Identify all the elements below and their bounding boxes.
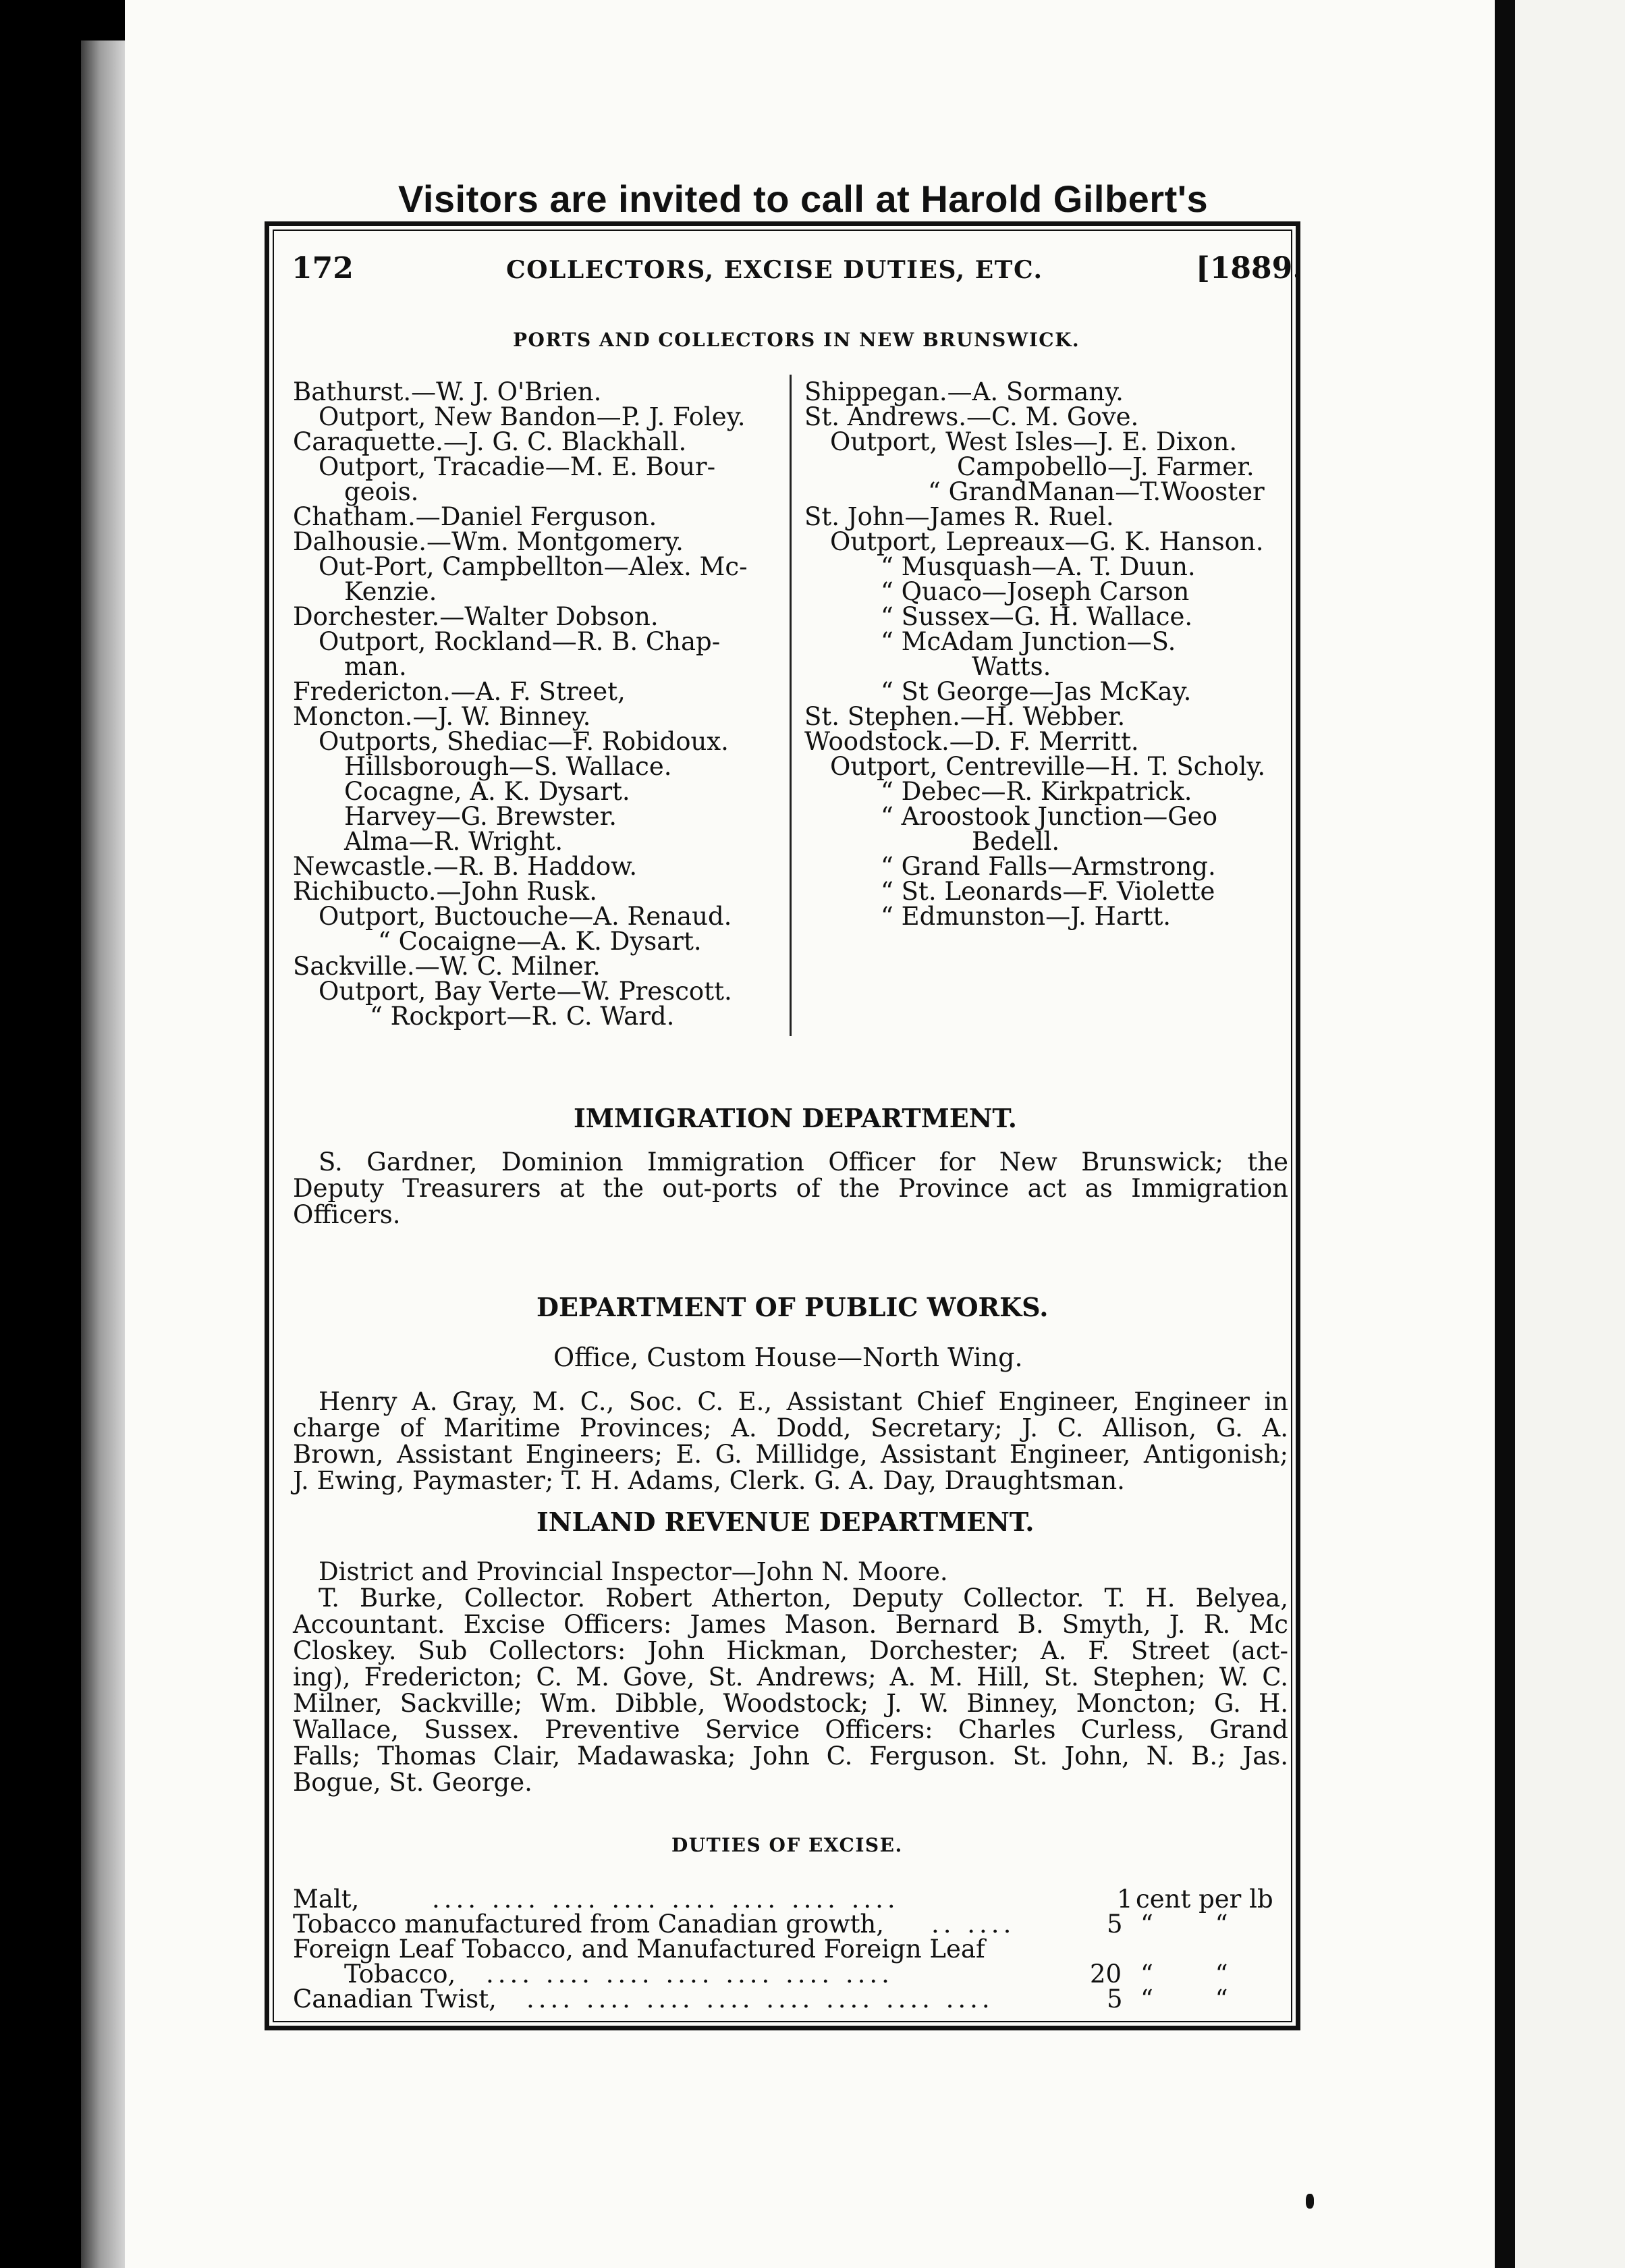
paragraph-line: Closkey. Sub Collectors: John Hickman, Dorchester; A. F. Street (act- [293, 1636, 1288, 1665]
duties-heading: DUTIES OF EXCISE. [671, 1834, 903, 1856]
list-item: “ Edmunston—J. Hartt. [881, 902, 1172, 931]
paragraph-line: charge of Maritime Provinces; A. Dodd, Secretary; J. C. Allison, G. A. [293, 1413, 1288, 1442]
duty-item: Malt, [293, 1885, 360, 1914]
list-item: Outport, Centreville—H. T. Scholy. [830, 752, 1266, 781]
paragraph-line: Brown, Assistant Engineers; E. G. Millidge, Assistant Engineer, Antigonish; [293, 1440, 1288, 1469]
paragraph-line: Wallace, Sussex. Preventive Service Officers: Charles Curless, Grand [293, 1715, 1288, 1744]
list-item: Campobello—J. Farmer. [957, 452, 1255, 481]
scan-gutter [1495, 0, 1515, 2268]
list-item: St. Stephen.—H. Webber. [804, 702, 1126, 731]
duty-leader: .. .... [931, 1910, 1016, 1939]
list-item: Caraquette.—J. G. C. Blackhall. [293, 427, 687, 456]
list-item: Bedell. [972, 827, 1060, 856]
list-item: Outport, West Isles—J. E. Dixon. [830, 427, 1238, 456]
list-item: St. Andrews.—C. M. Gove. [804, 402, 1139, 431]
list-item: “ Rockport—R. C. Ward. [370, 1002, 675, 1031]
paragraph-line: Accountant. Excise Officers: James Mason. Bernard B. Smyth, J. R. Mc [293, 1610, 1288, 1639]
paragraph-line: Henry A. Gray, M. C., Soc. C. E., Assistant Chief Engineer, Engineer in [319, 1387, 1288, 1416]
duty-item: Canadian Twist, [293, 1985, 497, 2014]
list-item: Out-Port, Campbellton—Alex. Mc- [319, 552, 748, 581]
list-item: Outport, Bay Verte—W. Prescott. [319, 977, 732, 1006]
duty-unit: “ “ [1140, 1985, 1228, 2014]
public-works-heading: DEPARTMENT OF PUBLIC WORKS. [536, 1292, 1049, 1322]
inland-revenue-inspector: District and Provincial Inspector—John N. Moore. [319, 1557, 948, 1586]
immigration-paragraph [293, 1149, 1288, 1228]
list-item: “ Debec—R. Kirkpatrick. [881, 777, 1192, 806]
paragraph-line: T. Burke, Collector. Robert Atherton, Deputy Collector. T. H. Belyea, [319, 1584, 1288, 1613]
list-item: Watts. [972, 652, 1051, 681]
list-item: geois. [344, 477, 419, 506]
list-item: “ St. Leonards—F. Violette [881, 877, 1215, 906]
list-item: Outport, Buctouche—A. Renaud. [319, 902, 732, 931]
list-item: Outport, New Bandon—P. J. Foley. [319, 402, 746, 431]
paragraph-line: ing), Fredericton; C. M. Gove, St. Andrews; A. M. Hill, St. Stephen; W. C. [293, 1663, 1288, 1692]
duty-amount: 5 [1107, 1985, 1123, 2014]
list-item: “ Quaco—Joseph Carson [881, 577, 1190, 606]
list-item: Moncton.—J. W. Binney. [293, 702, 591, 731]
list-item: Woodstock.—D. F. Merritt. [804, 727, 1139, 756]
duty-leader: .... .... .... .... .... .... .... .... [526, 1985, 994, 2014]
ports-heading: PORTS AND COLLECTORS IN NEW BRUNSWICK. [513, 329, 1080, 351]
list-item: Newcastle.—R. B. Haddow. [293, 852, 638, 881]
inland-revenue-paragraph [293, 1585, 1288, 1796]
page-year: [1889. [1196, 251, 1303, 286]
list-item: Richibucto.—John Rusk. [293, 877, 597, 906]
list-item: “ Musquash—A. T. Duun. [881, 552, 1196, 581]
scan-page-edge [81, 40, 128, 2268]
list-item: Shippegan.—A. Sormany. [804, 377, 1124, 406]
list-item: man. [344, 652, 407, 681]
duty-item: Foreign Leaf Tobacco, and Manufactured Foreign Leaf [293, 1935, 985, 1964]
paragraph-line: J. Ewing, Paymaster; T. H. Adams, Clerk. G. A. Day, Draughtsman. [293, 1466, 1125, 1495]
paragraph-line: Bogue, St. George. [293, 1768, 532, 1797]
column-divider [790, 375, 792, 1036]
page-number: 172 [292, 251, 354, 286]
duty-item: Tobacco, [344, 1960, 456, 1989]
duty-amount: 5 [1107, 1910, 1123, 1939]
duty-item: Tobacco manufactured from Canadian growth, [293, 1910, 885, 1939]
duty-unit: “ “ [1140, 1960, 1228, 1989]
list-item: Outports, Shediac—F. Robidoux. [319, 727, 729, 756]
list-item: Dorchester.—Walter Dobson. [293, 602, 659, 631]
immigration-heading: IMMIGRATION DEPARTMENT. [574, 1103, 1018, 1133]
list-item: Cocagne, A. K. Dysart. [344, 777, 630, 806]
list-item: Dalhousie.—Wm. Montgomery. [293, 527, 684, 556]
duty-leader: .... .... .... .... .... .... .... [486, 1960, 893, 1989]
duty-amount: 1 [1117, 1885, 1133, 1914]
list-item: Harvey—G. Brewster. [344, 802, 617, 831]
list-item: Alma—R. Wright. [344, 827, 563, 856]
list-item: Outport, Rockland—R. B. Chap- [319, 627, 721, 656]
list-item: Sackville.—W. C. Milner. [293, 952, 601, 981]
list-item: Chatham.—Daniel Ferguson. [293, 502, 657, 531]
list-item: Outport, Lepreaux—G. K. Hanson. [830, 527, 1264, 556]
inland-revenue-heading: INLAND REVENUE DEPARTMENT. [536, 1507, 1035, 1537]
list-item: Fredericton.—A. F. Street, [293, 677, 626, 706]
ink-speck [1306, 2194, 1314, 2209]
list-item: “ Aroostook Junction—Geo [881, 802, 1217, 831]
list-item: “ Sussex—G. H. Wallace. [881, 602, 1193, 631]
list-item: “ GrandManan—T.Wooster [928, 477, 1265, 506]
public-works-office: Office, Custom House—North Wing. [553, 1343, 1023, 1372]
paragraph-line: Milner, Sackville; Wm. Dibble, Woodstock; J. W. Binney, Moncton; G. H. [293, 1689, 1288, 1718]
duty-unit: “ “ [1140, 1910, 1228, 1939]
paragraph-line: Officers. [293, 1200, 401, 1229]
running-title: COLLECTORS, EXCISE DUTIES, ETC. [506, 256, 1043, 284]
advert-banner: Visitors are invited to call at Harold Gilbert's [398, 178, 1209, 220]
list-item: Bathurst.—W. J. O'Brien. [293, 377, 602, 406]
list-item: “ St George—Jas McKay. [881, 677, 1192, 706]
list-item: “ Grand Falls—Armstrong. [881, 852, 1216, 881]
facing-page-edge [1515, 0, 1625, 2268]
public-works-paragraph [293, 1388, 1288, 1494]
list-item: Kenzie. [344, 577, 437, 606]
paragraph-line: Deputy Treasurers at the out-ports of the Province act as Immigration [293, 1174, 1288, 1203]
duty-amount: 20 [1090, 1960, 1122, 1989]
list-item: Outport, Tracadie—M. E. Bour- [319, 452, 716, 481]
duty-unit: cent per lb [1136, 1885, 1273, 1914]
duty-leader: .... .... .... .... .... .... .... .... [432, 1885, 900, 1914]
paragraph-line: S. Gardner, Dominion Immigration Officer for New Brunswick; the [319, 1148, 1288, 1177]
list-item: Hillsborough—S. Wallace. [344, 752, 672, 781]
paragraph-line: Falls; Thomas Clair, Madawaska; John C. Ferguson. St. John, N. B.; Jas. [293, 1742, 1288, 1771]
list-item: St. John—James R. Ruel. [804, 502, 1114, 531]
list-item: “ Cocaigne—A. K. Dysart. [378, 927, 702, 956]
list-item: “ McAdam Junction—S. [881, 627, 1176, 656]
